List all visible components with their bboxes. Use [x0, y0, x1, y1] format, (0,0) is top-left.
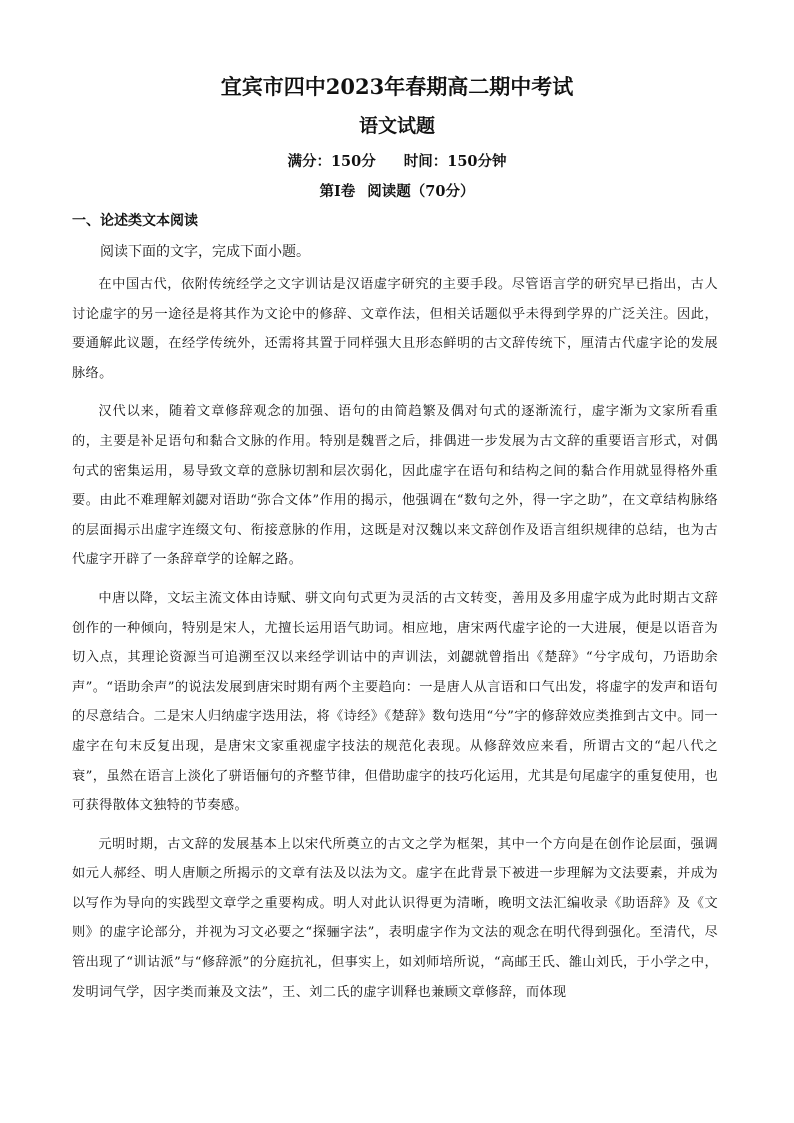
- section-heading: 一、论述类文本阅读: [72, 213, 198, 229]
- exam-meta-line: [0, 150, 794, 171]
- passage-paragraph: 中唐以降，文坛主流文体由诗赋、骈文向句式更为灵活的古文转变，善用及多用虚字成为此时期古文辞创作的一种倾向，特别是宋人，尤擅长运用语气助词。相应地，唐宋两代虚字论的一大进展，便是以语音为切入点，其理论资源当可追溯至汉以来经学训诂中的声训法，刘勰就曾指出《楚辞》“兮字成句，乃语助余声”。“语助余声”的说法发展到唐宋时期有两个主要趋向：一是唐人从言语和口气出发，将虚字的发声和语句的尽意结合。二是宋人归纳虚字迭用法，将《诗经》《楚辞》数句迭用“兮”字的修辞效应类推到古文中。同一虚字在句末反复出现，是唐宋文家重视虚字技法的规范化表现。从修辞效应来看，所谓古文的“起八代之衰”，虽然在语言上淡化了骈语俪句的齐整节律，但借助虚字的技巧化运用，尤其是句尾虚字的重复使用，也可获得散体文独特的节奏感。: [72, 590, 718, 814]
- exam-time: 时间：150分钟: [403, 153, 507, 170]
- passage-paragraph: 在中国古代，依附传统经学之文字训诂是汉语虚字研究的主要手段。尽管语言学的研究早已指出，古人讨论虚字的另一途径是将其作为文论中的修辞、文章作法，但相关话题似乎未得到学界的广泛关注。因此，要通解此议题，在经学传统外，还需将其置于同样强大且形态鲜明的古文辞传统下，厘清古代虚字论的发展脉络。: [72, 277, 718, 381]
- section-instruction: 阅读下面的文字，完成下面小题。: [100, 244, 310, 260]
- part-label: 第Ⅰ卷: [319, 183, 356, 200]
- reading-passage: [72, 270, 718, 1007]
- full-marks: 满分：150分: [287, 153, 376, 170]
- exam-title: 宜宾市四中2023年春期高二期中考试: [220, 74, 574, 99]
- passage-paragraph: 汉代以来，随着文章修辞观念的加强、语句的由简趋繁及偶对句式的逐渐流行，虚字渐为文家所看重的，主要是补足语句和黏合文脉的作用。特别是魏晋之后，排偶进一步发展为古文辞的重要语言形式，对偶句式的密集运用，易导致文章的意脉切割和层次弱化，因此虚字在语句和结构之间的黏合作用就显得格外重要。由此不难理解刘勰对语助“弥合文体”作用的揭示，他强调在“数句之外，得一字之助”，在文章结构脉络的层面揭示出虚字连缀文句、衔接意脉的作用，这既是对汉魏以来文辞创作及语言组织规律的总结，也为古代虚字开辟了一条辞章学的诠解之路。: [72, 404, 718, 568]
- passage-paragraph: 元明时期，古文辞的发展基本上以宋代所奠立的古文之学为框架，其中一个方向是在创作论层面，强调如元人郝经、明人唐顺之所揭示的文章有法及以法为文。虚字在此背景下被进一步理解为文法要素，并成为以写作为导向的实践型文章学之重要构成。明人对此认识得更为清晰，晚明文法汇编收录《助语辞》及《文则》的虚字论部分，并视为习文必要之“探骊字法”，表明虚字作为文法的观念在明代得到强化。至清代，尽管出现了“训诂派”与“修辞派”的分庭抗礼，但事实上，如刘师培所说，“高邮王氏、雒山刘氏，于小学之中，发明词气学，因字类而兼及文法”，王、刘二氏的虚字训释也兼顾文章修辞，而体现: [72, 836, 718, 1000]
- subject-title: 语文试题: [358, 115, 435, 137]
- part-title: [0, 180, 794, 201]
- part-name: 阅读题（70分）: [367, 183, 475, 200]
